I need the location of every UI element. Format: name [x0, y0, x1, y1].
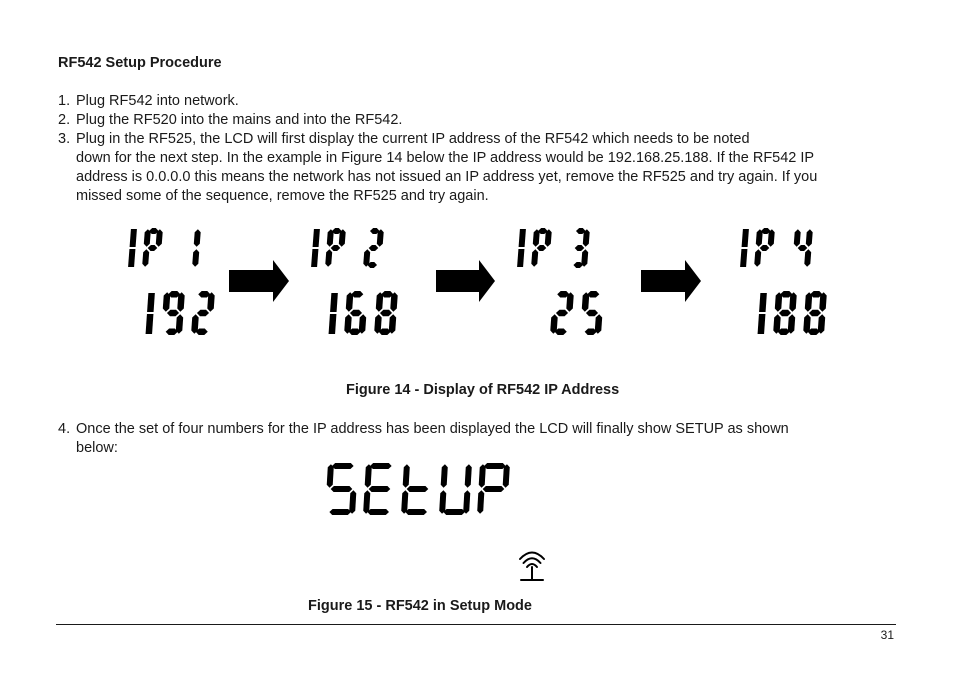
- lcd-digit: [128, 229, 137, 267]
- lcd-digit: [191, 291, 214, 335]
- step-text: Plug the RF520 into the mains and into the RF542.: [76, 112, 403, 128]
- step-text: Plug RF542 into network.: [76, 93, 239, 109]
- lcd-digit: [477, 463, 510, 514]
- footer-rule: [56, 624, 896, 625]
- step-text-line: Plug in the RF525, the LCD will first display the current IP address of the RF542 which needs to be noted: [76, 131, 750, 147]
- step-text-line: Once the set of four numbers for the IP address has been displayed the LCD will finally show SETUP as shown: [76, 421, 789, 437]
- step-text-line: below:: [76, 440, 118, 456]
- lcd-digit: [311, 229, 320, 267]
- step-4: [58, 420, 903, 458]
- lcd-digit: [363, 228, 383, 268]
- figure-15-caption: Figure 15 - RF542 in Setup Mode: [308, 598, 532, 614]
- page-number: 31: [880, 628, 894, 642]
- antenna-signal-icon: [520, 553, 544, 581]
- lcd-digit: [439, 464, 472, 515]
- lcd-digit: [754, 228, 774, 267]
- lcd-digit: [329, 293, 338, 334]
- lcd-digit: [363, 463, 391, 515]
- step-text-line: address is 0.0.0.0 this means the network has not issued an IP address yet, remove the RF525 and try again. If you: [76, 169, 818, 185]
- lcd-digit: [550, 291, 573, 335]
- lcd-digit: [803, 291, 826, 335]
- lcd-digit: [192, 229, 200, 267]
- step-text-line: missed some of the sequence, remove the RF525 and try again.: [76, 188, 489, 204]
- lcd-digit: [163, 291, 185, 335]
- lcd-digit: [773, 291, 796, 335]
- figure-14-arrows: [229, 260, 701, 302]
- lcd-digit: [374, 291, 397, 335]
- lcd-digit: [344, 291, 366, 335]
- lcd-ip-display: [517, 228, 602, 335]
- lcd-digit: [740, 229, 749, 267]
- step-text-line: down for the next step. In the example in Figure 14 below the IP address would be 192.168.25.188. If the RF542 IP: [76, 150, 815, 166]
- lcd-digit: [582, 291, 602, 335]
- lcd-digit: [146, 293, 155, 334]
- lcd-digit: [517, 229, 526, 267]
- step-number: 1.: [58, 93, 71, 109]
- right-arrow-icon: [641, 260, 701, 302]
- lcd-digit: [758, 293, 767, 334]
- lcd-ip-display: [128, 228, 215, 335]
- figure-15-setup-display: [327, 463, 510, 515]
- lcd-digit: [142, 228, 162, 267]
- step-number: 3.: [58, 131, 71, 147]
- lcd-digit: [531, 228, 551, 267]
- lcd-ip-display: [740, 228, 827, 335]
- lcd-digit: [325, 228, 345, 267]
- lcd-digit: [794, 229, 813, 267]
- step-number: 2.: [58, 112, 71, 128]
- right-arrow-icon: [436, 260, 495, 302]
- step-number: 4.: [58, 421, 71, 437]
- lcd-ip-display: [311, 228, 398, 335]
- lcd-digit: [573, 228, 589, 268]
- right-arrow-icon: [229, 260, 289, 302]
- lcd-digit: [327, 463, 357, 515]
- section-heading: RF542 Setup Procedure: [58, 55, 222, 71]
- figure-14-caption: Figure 14 - Display of RF542 IP Address: [346, 382, 620, 398]
- lcd-digit: [401, 464, 428, 515]
